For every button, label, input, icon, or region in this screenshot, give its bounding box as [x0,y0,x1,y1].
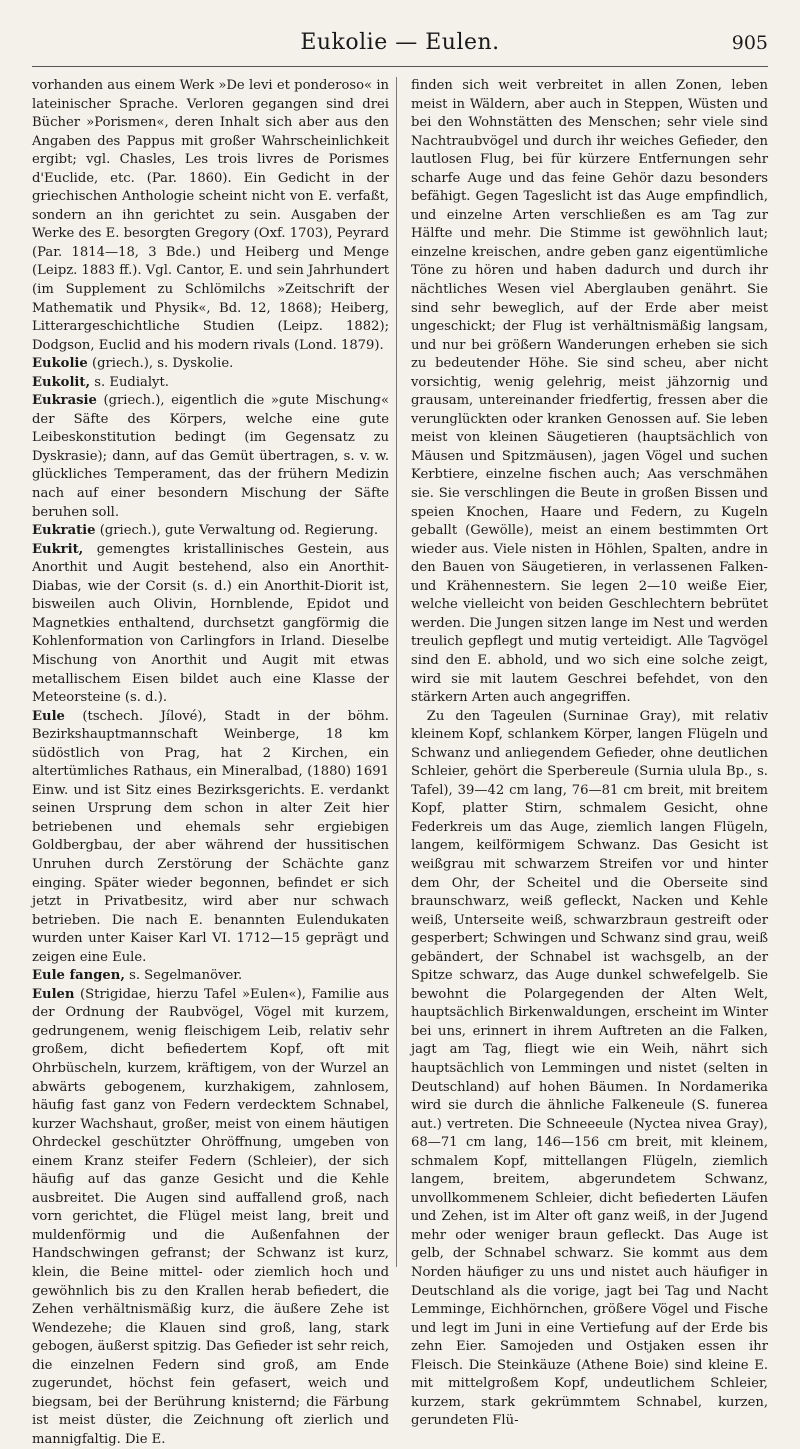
right-column [411,77,768,1429]
entry-text: finden sich weit verbreitet in allen Zonen, leben meist in Wäldern, aber auch in Steppen, Wüsten und bei den Wohnstätten des Menschen; sehr viele sind Nachtraubvögel und durch ihr weiches Gefieder, den lautlosen Flug, bei für kürzere Entfernungen sehr scharfe Auge und das feine Gehör dazu besonders befähigt. Gegen Tageslicht ist das Auge empfindlich, und einzelne Arten verschließen es am Tag zur Hälfte und mehr. Die Stimme ist gewöhnlich laut; einzelne kreischen, andre geben ganz eigentümliche Töne zu hören und haben dadurch und durch ihr nächtliches Wesen viel Aberglauben genährt. Sie sind sehr beweglich, auf der Erde aber meist ungeschickt; der Flug ist verhältnismäßig langsam, und nur bei größern Wanderungen erheben sie sich zu bedeutender Höhe. Sie sind scheu, aber nicht vorsichtig, wenig gelehrig, meist jähzornig und grausam, untereinander friedfertig, fressen aber die verunglückten oder kranken Genossen auf. Sie leben meist von kleinen Säugetieren (hauptsächlich von Mäusen und Spitzmäusen), jagen Vögel und suchen Kerbtiere, einzelne fischen auch; Aas verschmähen sie. Sie verschlingen die Beute in großen Bissen und speien Knochen, Haare und Federn, zu Kugeln geballt (Gewölle), meist an einem bestimmten Ort wieder aus. Viele nisten in Höhlen, Spalten, andre in den Bauen von Säugetieren, in verlassenen Falken- und Krähennestern. Sie legen 2—10 weiße Eier, welche vielleicht von beiden Geschlechtern bebrütet werden. Die Jungen sitzen lange im Nest und werden treulich gepflegt und mutig verteidigt. Alle Tagvögel sind den E. abhold, und wo sich eine solche zeigt, wird sie mit lautem Geschrei befehdet, von den stärkern Arten auch angegriffen. [411,78,768,706]
entry-text: gemengtes kristallinisches Gestein, aus Anorthit und Augit bestehend, also ein Anorthit-Diabas, wie der Corsit (s. d.) ein Anorthit-Diorit ist, bisweilen auch Olivin, Hornblende, Epidot und Magnetkies enthaltend, durchsetzt gangförmig die Kohlenformation von Carlingfors in Irland. Dieselbe Mischung von Anorthit und Augit mit etwas metallischem Eisen bildet auch eine Klasse der Meteorsteine (s. d.). [32,541,389,706]
left-column [32,77,397,1447]
entry-text: Zu den Tageulen (Surninae Gray), mit relativ kleinem Kopf, schlankem Körper, langen Flügeln und Schwanz und anliegendem Gefieder, ohne deutlichen Schleier, gehört die Sperbereule (Surnia ulula Bp., s. Tafel), 39—42 cm lang, 76—81 cm breit, mit breitem Kopf, platter Stirn, schmalem Gesicht, ohne Federkreis um das Auge, ziemlich langen Flügeln, langem, keilförmigem Schwanz. Das Gesicht ist weißgrau mit schwarzem Streifen vor und hinter dem Ohr, der Scheitel und die Oberseite sind braunschwarz, weiß gefleckt, Nacken und Kehle weiß, Unterseite weiß, schwarzbraun gestreift oder gesperbert; Schwingen und Schwanz sind grau, weiß gebändert, der Schnabel ist wachsgelb, an der Spitze schwarz, das Auge dunkel schwefelgelb. Sie bewohnt die Polargegenden der Alten Welt, hauptsächlich Birkenwaldungen, erscheint im Winter bei uns, erinnert in ihrem Auftreten an die Falken, jagt am Tag, fliegt wie ein Weih, nährt sich hauptsächlich von Lemmingen und nistet (selten in Deutschland) auf hohen Bäumen. In Nordamerika wird sie durch die ähnliche Falkeneule (S. funerea aut.) vertreten. Die Schneeeule (Nyctea nivea Gray), 68—71 cm lang, 146—156 cm breit, mit kleinem, schmalem Kopf, mittellangen Flügeln, ziemlich langem, breitem, abgerundetem Schwanz, unvollkommenem Schleier, dicht befiederten Läufen und Zehen, ist im Alter oft ganz weiß, in der Jugend mehr oder weniger braun gefleckt. Das Auge ist gelb, der Schnabel schwarz. Sie kommt aus dem Norden häufiger zu uns und nistet auch häufiger in Deutschland als die vorige, jagt bei Tag und Nacht Lemminge, Eichhörnchen, größere Vögel und Fische und legt im Juni in eine Vertiefung auf der Erde bis zehn Eier. Samojeden und Ostjaken essen ihr Fleisch. Die Steinkäuze (Athene Boie) sind kleine E. mit mittelgroßem Kopf, undeutlichem Schleier, kurzem, stark gekrümmtem Schnabel, kurzen, gerundeten Flü- [411,708,768,1429]
entry-text: vorhanden aus einem Werk »De levi et ponderoso« in lateinischer Sprache. Verloren gegangen sind drei Bücher »Porismen«, deren Inhalt sich aber aus den Angaben des Pappus mit großer Wahrscheinlichkeit ergibt; vgl. Chasles, Les trois livres de Porismes d'Euclide, etc. (Par. 1860). Ein Gedicht in der griechischen Anthologie scheint nicht von E. verfaßt, sondern an ihn gerichtet zu sein. Ausgaben der Werke des E. besorgten Gregory (Oxf. 1703), Peyrard (Par. 1814—18, 3 Bde.) und Heiberg und Menge (Leipz. 1883 ff.). Vgl. Cantor, E. und sein Jahrhundert (im Supplement zu Schlömilchs »Zeitschrift der Mathematik und Physik«, Bd. 12, 1868); Heiberg, Litterargeschichtliche Studien (Leipz. 1882); Dodgson, Euclid and his modern rivals (Lond. 1879). [32,78,389,353]
entry-headword: Eukolit, [32,374,91,390]
entry-text: s. Eudialyt. [90,374,169,390]
entry-headword: Eule fangen, [32,968,125,984]
dictionary-entry [32,392,389,522]
entry-headword: Eukrasie [32,393,97,409]
entry-text: (griech.), gute Verwaltung od. Regierung. [95,523,379,539]
text-columns [32,77,768,1447]
paragraph [32,77,389,355]
paragraph [411,77,768,708]
dictionary-entry [32,708,389,968]
entry-text: (griech.), eigentlich die »gute Mischung« der Säfte des Körpers, welche eine gute Leibeskonstitution bedingt (im Gegensatz zu Dyskrasie); dann, auf das Gemüt übertragen, s. v. w. glückliches Temperament, das der frühern Medizin nach auf einer besondern Mischung der Säfte beruhen soll. [32,393,389,520]
entry-headword: Eukratie [32,523,96,539]
entry-text: s. Segelmanöver. [124,968,243,984]
entry-headword: Eukrit, [32,541,84,557]
dictionary-entry [32,541,389,708]
dictionary-entry [32,355,389,374]
paragraph [411,708,768,1431]
dictionary-entry [32,374,389,393]
page-header [32,26,768,67]
entry-text: (griech.), s. Dyskolie. [87,356,234,372]
page-number: 905 [731,32,768,54]
dictionary-entry [32,522,389,541]
entry-text: (tschech. Jílové), Stadt in der böhm. Bezirkshauptmannschaft Weinberge, 18 km südöstlich von Prag, hat 2 Kirchen, ein altertümliches Rathaus, ein Mineralbad, (1880) 1691 Einw. und ist Sitz eines Bezirksgerichts. E. verdankt seinen Ursprung dem schon in alter Zeit hier betriebenen und ehemals sehr ergiebigen Goldbergbau, der aber während der hussitischen Unruhen durch Zerstörung der Schächte ganz einging. Später wieder begonnen, befindet er sich jetzt in Privatbesitz, wird aber nur schwach betrieben. Die nach E. benannten Eulendukaten wurden unter Kaiser Karl VI. 1712—15 geprägt und zeigen eine Eule. [32,708,389,965]
dictionary-entry [32,967,389,986]
entry-headword: Eule [32,708,65,724]
running-head: Eukolie — Eulen. [300,30,500,55]
entry-headword: Eukolie [32,356,88,372]
dictionary-entry [32,986,389,1449]
entry-headword: Eulen [32,986,75,1002]
entry-text: (Strigidae, hierzu Tafel »Eulen«), Familie aus der Ordnung der Raubvögel, Vögel mit kurzem, gedrungenem, wenig fleischigem Leib, relativ sehr großem, dicht befiedertem Kopf, oft mit Ohrbüscheln, kurzem, kräftigem, von der Wurzel an abwärts gebogenem, kurzhakigem, zahnlosem, häufig fast ganz von Federn verdecktem Schnabel, kurzer Wachshaut, großer, meist von einem häutigen Ohrdeckel geschützter Ohröffnung, umgeben von einem Kranz steifer Federn (Schleier), der sich häufig auf das ganze Gesicht und die Kehle ausbreitet. Die Augen sind auffallend groß, nach vorn gerichtet, die Flügel meist lang, breit und muldenförmig und die Außenfahnen der Handschwingen gefranst; der Schwanz ist kurz, klein, die Beine mittel- oder ziemlich hoch und gewöhnlich bis zu den Krallen herab befiedert, die Zehen verhältnismäßig kurz, die äußere Zehe ist Wendezehe; die Klauen sind groß, lang, stark gebogen, äußerst spitzig. Das Gefieder ist sehr reich, die einzelnen Federn sind groß, am Ende zugerundet, höchst fein gefasert, weich und biegsam, bei der Berührung knisternd; die Färbung ist meist düster, die Zeichnung oft zierlich und mannigfaltig. Die E. [32,986,389,1447]
